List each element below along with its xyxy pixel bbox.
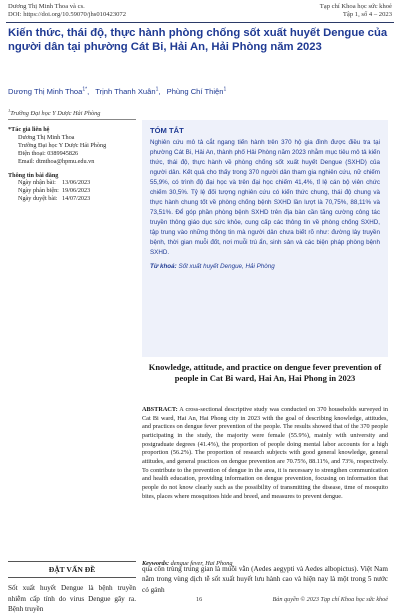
header-authors: Dương Thị Minh Thoa và cs. — [8, 3, 85, 10]
abstract-text-vi: Nghiên cứu mô tả cắt ngang tiến hành trên 370 hộ gia đình được điều tra tại phường Cát Bi, Hải An, thành phố Hải Phòng năm 2023 nhằm mục tiêu mô tả kiến thức, thái độ, thực hành về phòng chống sốt xuất huyết Dengue (SXHD) của người dân. Kết quả cho thấy trong 370 người dân tham gia nghiên cứu, nữ chiếm 55,9%, có trình độ đại học và trên đại học chiếm 41,4%, tỉ lệ cán bộ viên chức chiếm 30,5%. Tỷ lệ đối tượng nghiên cứu có kiến thức chung, thái độ chung và thực hành chung tốt về phòng chống bệnh SXHD lần lượt là 70,75%, 88,11% và 73,51%. Để góp phần phòng bệnh SXHD trên địa bàn cần tăng cường công tác truyền thông giáo dục sức khỏe, cung cấp các thông tin về phòng chống SXHD, tập trung vào những thông tin mà người dân chưa biết rõ như: đường lây truyền bệnh, thời gian muỗi đốt, nơi muỗi trú ẩn, sinh sản và các biện pháp phòng bệnh SXHD. — [150, 139, 380, 256]
author-affiliation-mark: 1* — [82, 86, 88, 92]
article-info-heading: Thông tin bài đăng — [8, 171, 59, 179]
correspondence-institution: Trường Đại học Y Dược Hải Phòng — [18, 141, 107, 149]
keywords-vi: Từ khoá: Sốt xuất huyết Dengue, Hải Phòng — [150, 263, 275, 270]
affiliation-mark: 1 — [8, 108, 11, 113]
abstract-label-en: ABSTRACT: — [142, 406, 178, 413]
author-2: Trịnh Thanh Xuân$^1$, — [95, 86, 161, 96]
section-divider-bottom — [8, 577, 136, 578]
author-name: Trịnh Thanh Xuân — [95, 86, 156, 96]
section-divider-top — [8, 561, 136, 562]
header-divider — [6, 22, 394, 23]
date-revised: Ngày phản biện: 19/06/2023 — [18, 187, 91, 195]
intro-text-right: qua côn trùng trung gian là muỗi vằn (Aedes aegypti và Aedes albopictus). Việt Nam nằm trong vùng dịch tễ sốt xuất huyết lưu hành cao và hiện nay là một trong 5 nước có gánh — [142, 565, 388, 594]
author-1: Dương Thị Minh Thoa$^{1*}$, — [8, 86, 90, 96]
article-title-vi: Kiến thức, thái độ, thực hành phòng chống sốt xuất huyết Dengue của người dân tại phường Cát Bi, Hải An, Hải Phòng năm 2023 — [8, 27, 388, 53]
author-name: Phùng Chí Thiện — [166, 86, 224, 96]
section-heading-intro: ĐẶT VẤN ĐỀ — [48, 565, 96, 574]
keywords-en: Keywords: dengue fever, Hai Phong — [142, 560, 233, 567]
page-number: 16 — [196, 596, 203, 603]
footer-copyright: Bản quyền © 2023 Tạp chí Khoa học sức khoẻ — [272, 596, 388, 603]
correspondence-phone: Điện thoại: 0389945826 — [18, 149, 79, 157]
intro-text-left: Sốt xuất huyết Dengue là bệnh truyền nhiễm cấp tính do virus Dengue gây ra. Bệnh truyền — [8, 584, 136, 613]
abstract-box-vi — [142, 120, 388, 357]
author-affiliation-mark: 1 — [223, 86, 227, 92]
abstract-text-en: A cross-sectional descriptive study was conducted on 370 households surveyed in Cat Bi ward, Hai An, Hai Phong city in 2023 with the goal of describing knowledge, attitudes, and practices on dengue fever prevention of the people. The results showed that of the 370 people participating in the study, the majority were female (55.9%), mainly with university and postgraduate degrees (41.4%), the proportion of people doing mental labor accounts for a high proportion (56.2%). The proportion of research subjects with good general knowledge, general attitudes, and general practices on dengue prevention are 70.75%, 88.11%, and 73%, respectively. To contribute to the prevention of dengue in the area, it is necessary to strengthen communication and health education, providing information on dengue prevention, focusing on information that people do not know clearly such as the possibility of transmitting the disease, time of mosquito bites, places where mosquitoes hide and breed, and measures to prevent dengue. — [142, 406, 388, 500]
header-doi[interactable]: DOI: https://doi.org/10.59070/jhs010423072 — [8, 11, 127, 19]
date-accepted: Ngày duyệt bài: 14/07/2023 — [18, 195, 91, 203]
header-journal: Tạp chí Khoa học sức khoẻ — [319, 3, 392, 10]
affiliation-divider — [8, 119, 136, 120]
correspondence-email[interactable]: Email: dtmthoa@hpmu.edu.vn — [18, 157, 95, 165]
author-name: Dương Thị Minh Thoa — [8, 86, 83, 96]
article-title-en: Knowledge, attitude, and practice on dengue fever prevention of people in Cat Bi ward, Hai An, Hai Phong in 2023 — [148, 362, 382, 384]
author-affiliation-mark: 1 — [155, 86, 159, 92]
correspondence-name: Dương Thị Minh Thoa — [18, 133, 75, 141]
author-3 — [167, 87, 227, 96]
author-list — [8, 86, 226, 96]
affiliation-text: Trường Đại học Y Dược Hải Phòng — [10, 110, 101, 118]
header-volume: Tập 1, số 4 – 2023 — [342, 11, 392, 19]
correspondence-heading: *Tác giả liên hệ — [8, 126, 50, 133]
abstract-heading-vi: TÓM TẮT — [150, 126, 184, 135]
running-header-left — [8, 3, 126, 20]
affiliation — [8, 108, 136, 117]
date-received: Ngày nhận bài: 13/06/2023 — [18, 179, 91, 187]
article-info-column — [8, 126, 136, 203]
running-header-right — [320, 3, 392, 20]
abstract-en — [142, 406, 388, 501]
